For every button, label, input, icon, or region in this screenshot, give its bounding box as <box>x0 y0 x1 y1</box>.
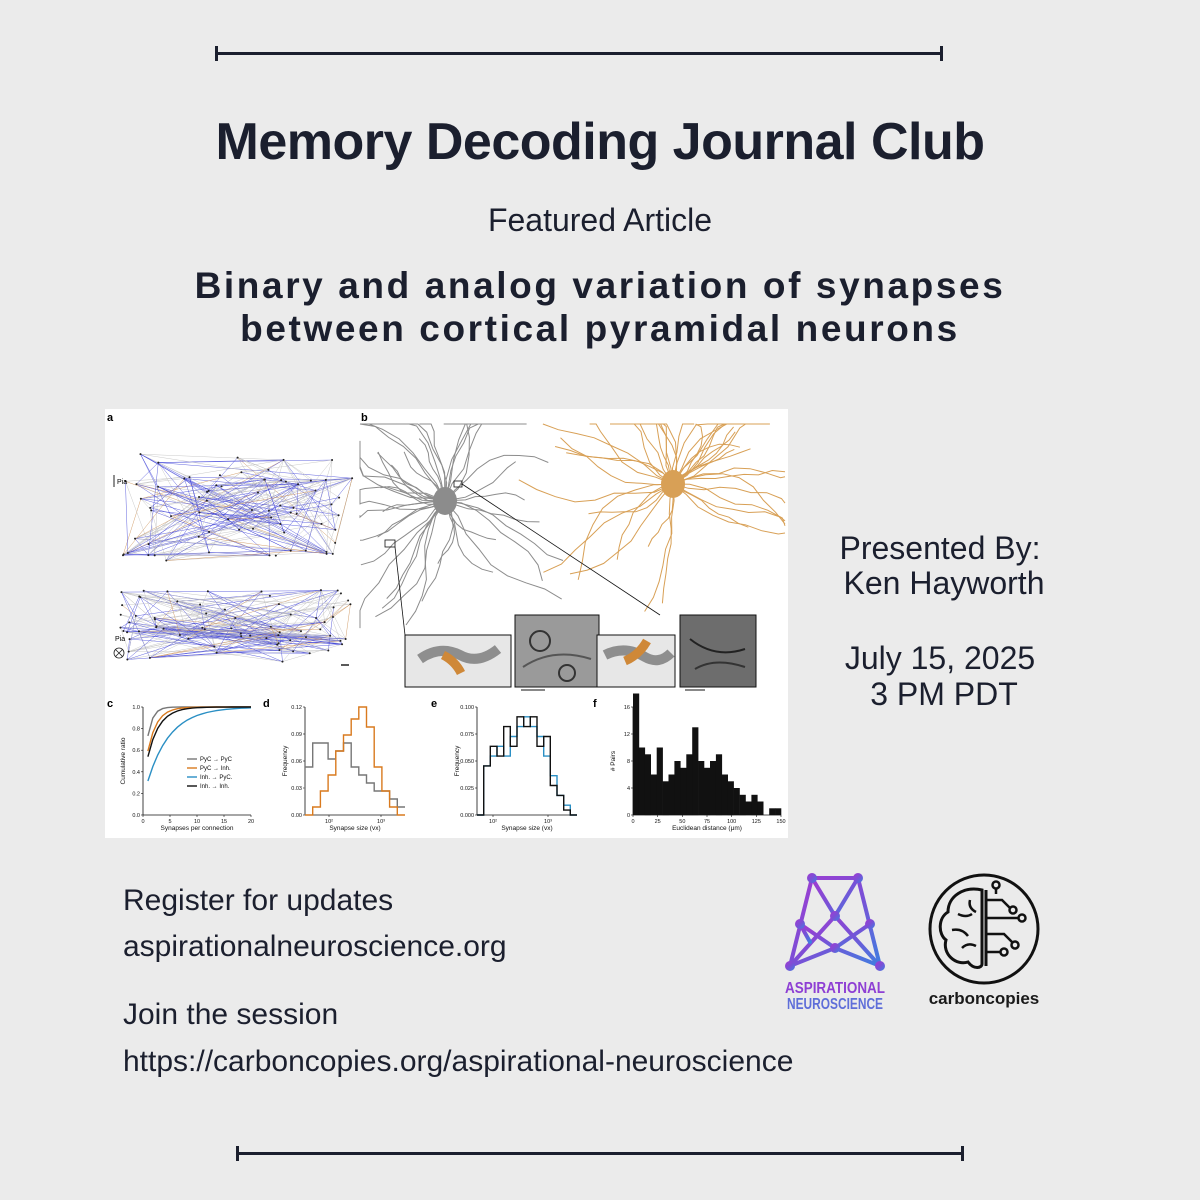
panel-f-xtick: 75 <box>703 819 711 825</box>
presenter-label: Presented By: <box>839 530 1041 566</box>
join-link[interactable]: https://carboncopies.org/aspirational-neuroscience <box>123 1045 794 1078</box>
panel-c-xlabel: Synapses per connection <box>160 825 234 832</box>
panel-d-ytick: 0.09 <box>291 732 302 738</box>
panel-f-xlabel: Euclidean distance (μm) <box>672 825 742 832</box>
aspirational-logo-text-2: NEUROSCIENCE <box>787 996 884 1013</box>
panel-e-xlabel: Synapse size (vx) <box>501 825 553 832</box>
panel-e-ytick: 0.025 <box>460 786 474 792</box>
panel-label-b: b <box>361 412 368 424</box>
panel-f-bar <box>651 775 657 816</box>
article-figure <box>105 409 788 838</box>
panel-label-d: d <box>263 698 270 710</box>
panel-e-ylabel: Frequency <box>454 745 461 777</box>
panel-label-c: c <box>107 698 114 710</box>
pia-label-top: Pia <box>117 479 128 486</box>
pia-label-bottom: Pia <box>115 636 126 643</box>
article-title-line2: between cortical pyramidal neurons <box>240 308 960 349</box>
event-date: July 15, 2025 <box>844 640 1036 676</box>
panel-c-ytick: 0.8 <box>132 726 140 733</box>
carboncopies-logo <box>918 868 1058 1018</box>
panel-e-xtick: 10³ <box>544 819 552 825</box>
panel-f-bar <box>657 748 663 816</box>
panel-f-ytick: 8 <box>626 759 630 765</box>
panel-f-bar <box>686 754 692 815</box>
panel-f-xtick: 150 <box>776 819 786 825</box>
panel-f-bar <box>680 768 686 815</box>
panel-f-xtick: 125 <box>751 819 761 825</box>
panel-c-legend-label: Inh. → Inh. <box>200 784 230 790</box>
panel-d-xlabel: Synapse size (vx) <box>329 825 381 832</box>
register-link[interactable]: aspirationalneuroscience.org <box>123 930 507 963</box>
panel-f-bar <box>704 768 710 815</box>
panel-c-xtick: 20 <box>247 819 255 825</box>
panel-f-bar <box>769 808 775 815</box>
panel-f-bar <box>722 775 728 816</box>
panel-f-bar <box>639 748 645 816</box>
panel-c-xtick: 5 <box>168 819 172 825</box>
panel-c-legend-label: Inh. → PyC. <box>200 775 233 781</box>
panel-d-ytick: 0.00 <box>291 813 302 819</box>
panel-f-bar <box>746 802 752 816</box>
panel-e-xtick: 10² <box>489 819 497 825</box>
network-diagram-bottom <box>119 589 351 663</box>
panel-e-ytick: 0.000 <box>460 813 474 819</box>
panel-e-ytick: 0.100 <box>460 705 474 711</box>
panel-f-bar <box>710 761 716 815</box>
bottom-divider <box>236 1152 964 1155</box>
top-divider <box>215 52 943 55</box>
panel-c-legend-label: PyC → Inh. <box>200 766 231 772</box>
panel-e-ytick: 0.050 <box>460 759 474 765</box>
panel-c-xtick: 10 <box>193 819 201 825</box>
panel-label-e: e <box>431 698 438 710</box>
aspirational-neuroscience-logo <box>780 868 890 1018</box>
page-title: Memory Decoding Journal Club <box>215 113 985 171</box>
panel-f-bar <box>669 775 675 816</box>
panel-f-bar <box>751 795 757 815</box>
panel-c-ytick: 0.2 <box>132 791 140 798</box>
panel-d-ylabel: Frequency <box>282 745 289 777</box>
panel-f-bar <box>757 802 763 816</box>
panel-f-bar <box>716 754 722 815</box>
panel-d-ytick: 0.12 <box>291 705 302 711</box>
panel-f-bar <box>692 727 698 815</box>
panel-f-ytick: 4 <box>626 786 630 792</box>
panel-label-f: f <box>593 698 597 710</box>
panel-f-xtick: 0 <box>631 819 635 825</box>
panel-f-bar <box>663 781 669 815</box>
panel-c-ylabel: Cumulative ratio <box>120 737 127 785</box>
panel-f-bar <box>645 754 651 815</box>
panel-c-ytick: 0.0 <box>132 813 140 819</box>
panel-f-ytick: 0 <box>626 813 630 819</box>
panel-f-xtick: 100 <box>727 819 737 825</box>
panel-d-xtick: 10² <box>325 819 333 825</box>
panel-c-xtick: 0 <box>141 819 145 825</box>
article-title-line1: Binary and analog variation of synapses <box>194 265 1006 306</box>
panel-f-ytick: 12 <box>623 732 630 738</box>
panel-f-bar <box>674 761 680 815</box>
featured-label: Featured Article <box>487 202 713 238</box>
panel-c-ytick: 0.6 <box>132 748 140 755</box>
panel-c-legend-label: PyC → PyC <box>200 757 233 763</box>
carboncopies-logo-text: carboncopies <box>928 989 1040 1008</box>
panel-d-ytick: 0.03 <box>291 786 302 792</box>
panel-e-ytick: 0.075 <box>460 732 474 738</box>
panel-d-xtick: 10³ <box>377 819 385 825</box>
aspirational-logo-text-1: ASPIRATIONAL <box>785 980 886 997</box>
panel-label-a: a <box>107 412 114 424</box>
panel-d-ytick: 0.06 <box>291 759 302 765</box>
panel-f-xtick: 50 <box>679 819 686 825</box>
panel-c-ytick: 1.0 <box>132 705 140 711</box>
panel-f-bar <box>633 694 639 816</box>
join-label: Join the session <box>123 998 339 1031</box>
panel-f-bar <box>775 808 781 815</box>
panel-c-ytick: 0.4 <box>132 769 140 776</box>
presenter-name: Ken Hayworth <box>843 565 1045 601</box>
panel-f-ytick: 16 <box>623 705 630 711</box>
panel-f-bar <box>734 788 740 815</box>
panel-f-bar <box>740 795 746 815</box>
panel-f-xtick: 25 <box>654 819 661 825</box>
panel-f-bar <box>698 761 704 815</box>
register-label: Register for updates <box>123 884 394 917</box>
event-time: 3 PM PDT <box>870 676 1018 712</box>
panel-f-ylabel: # Pairs <box>610 750 617 772</box>
panel-f-bar <box>728 781 734 815</box>
panel-c-xtick: 15 <box>220 819 228 825</box>
